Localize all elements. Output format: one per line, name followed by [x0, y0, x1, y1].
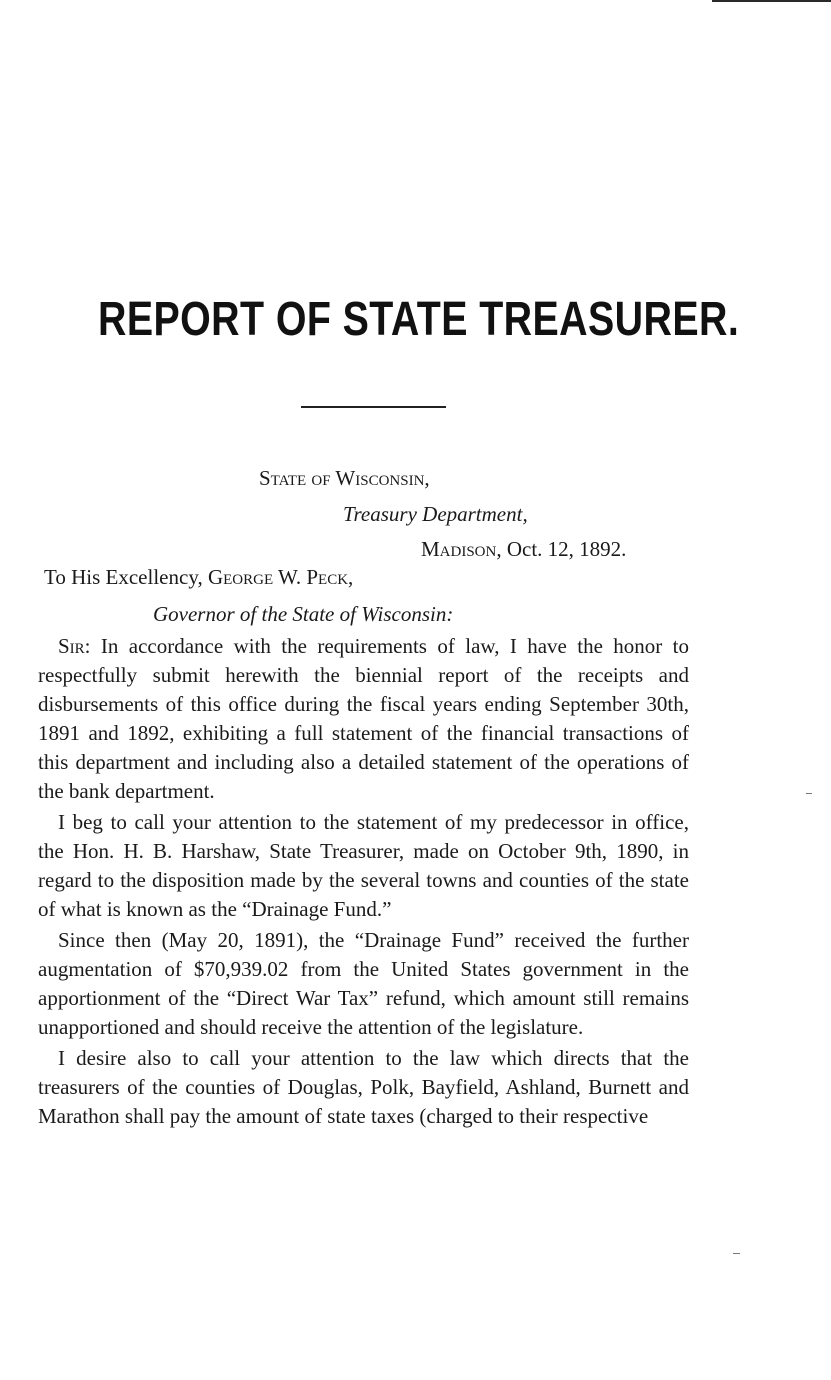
paragraph-4: I desire also to call your attention to the law which directs that the treasurers of the counties of Douglas, Polk, Bayfield, Ashland, Burnett and Marathon shall pay the amount of state taxes (charged to their respective: [38, 1046, 689, 1128]
salutation-office: Governor of the State of Wisconsin:: [153, 602, 454, 626]
sir-salutation: Sir:: [58, 634, 91, 658]
salutation-line: [44, 563, 353, 591]
margin-mark: [806, 793, 812, 794]
paragraph-1: [38, 632, 689, 806]
header-department: Treasury Department,: [343, 502, 528, 526]
page-title: REPORT OF STATE TREASURER.: [98, 293, 740, 346]
paragraph-1-text: In accordance with the requirements of law, I have the honor to respectfully submit herewith the biennial report of the receipts and disbursements of this office during the fiscal years ending September 30th, 1891 and 1892, exhibiting a full statement of the financial transactions of this department and including also a detailed statement of the operations of the bank department.: [38, 634, 689, 803]
header-place: Madison,: [421, 537, 502, 561]
title-divider: [301, 406, 446, 408]
page-edge-line: [712, 0, 831, 2]
paragraph-3: Since then (May 20, 1891), the “Drainage Fund” received the further augmentation of $70,939.02 from the United States government in the apportionment of the “Direct War Tax” refund, which amount still remains unapportioned and should receive the attention of the legislature.: [38, 928, 689, 1039]
salutation-prefix: To His Excellency,: [44, 565, 208, 589]
salutation-addressee: George W. Peck,: [207, 565, 354, 589]
body-text: [38, 632, 689, 1133]
header-date: Oct. 12, 1892.: [501, 537, 627, 561]
paragraph-2: I beg to call your attention to the statement of my predecessor in office, the Hon. H. B. Harshaw, State Treasurer, made on October 9th, 1890, in regard to the disposition made by the several towns and counties of the state of what is known as the “Drainage Fund.”: [38, 810, 689, 921]
header-place-date: [421, 535, 626, 563]
header-state: State of Wisconsin,: [259, 466, 430, 490]
margin-mark: [733, 1253, 740, 1254]
